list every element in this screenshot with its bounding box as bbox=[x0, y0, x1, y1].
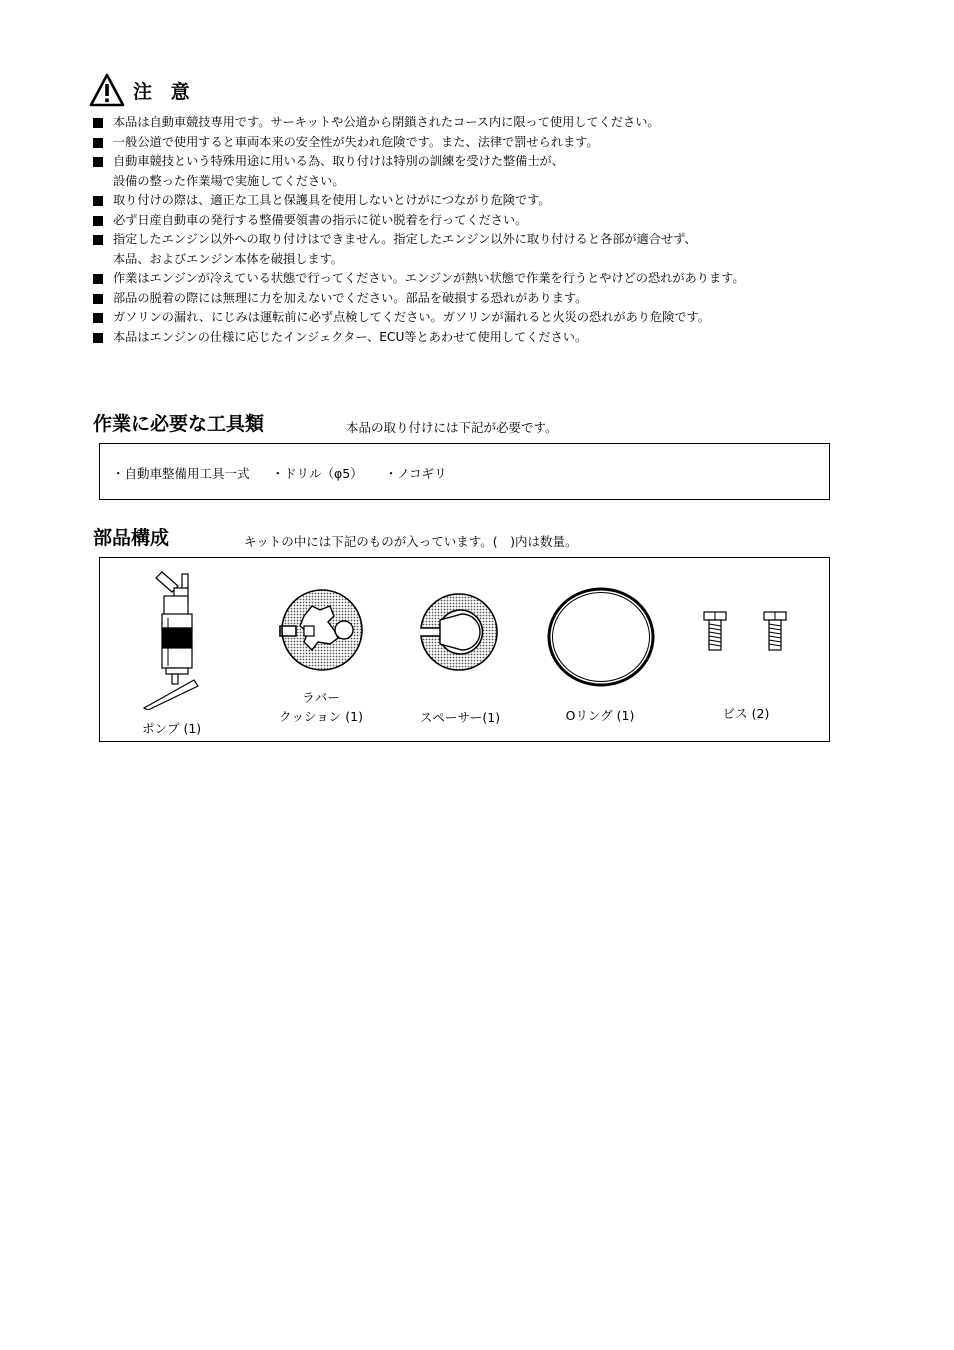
caution-item bbox=[93, 328, 853, 348]
square-bullet-icon bbox=[93, 274, 103, 284]
part-label-pump: ポンプ (1) bbox=[142, 721, 202, 736]
caution-item-text: 取り付けの際は、適正な工具と保護具を使用しないとけがにつながり危険です。 bbox=[113, 193, 551, 207]
caution-item bbox=[93, 269, 853, 289]
tool-item: ・ドリル（φ5） bbox=[271, 466, 363, 481]
caution-item-text: 部品の脱着の際には無理に力を加えないでください。部品を破損する恐れがあります。 bbox=[113, 290, 588, 305]
square-bullet-icon bbox=[93, 157, 103, 167]
square-bullet-icon bbox=[93, 216, 103, 226]
caution-item-text: ガソリンの漏れ、にじみは運転前に必ず点検してください。ガソリンが漏れると火災の恐れがあり危険です。 bbox=[113, 310, 710, 324]
parts-box bbox=[99, 557, 830, 742]
caution-item-text: 本品、およびエンジン本体を破損します。 bbox=[113, 251, 343, 266]
rubber-cushion-icon bbox=[278, 586, 366, 676]
square-bullet-icon bbox=[93, 294, 103, 304]
caution-item bbox=[93, 230, 853, 269]
tool-item: ・ノコギリ bbox=[384, 466, 447, 481]
part-label-spacer: スペーサー(1) bbox=[419, 710, 501, 725]
tools-items bbox=[112, 464, 469, 482]
caution-item-text: 指定したエンジン以外への取り付けはできません。指定したエンジン以外に取り付けると各部が適合せず、 bbox=[113, 232, 697, 246]
part-label-screw: ビス (2) bbox=[722, 706, 770, 721]
caution-item-text: 必ず日産自動車の発行する整備要領書の指示に従い脱着を行ってください。 bbox=[113, 212, 528, 227]
caution-item bbox=[93, 113, 853, 133]
part-label-oring: Oリング (1) bbox=[565, 708, 635, 723]
caution-item bbox=[93, 308, 853, 328]
part-label-cushion: ラバー クッション (1) bbox=[279, 690, 363, 724]
square-bullet-icon bbox=[93, 196, 103, 206]
parts-note: キットの中には下記のものが入っています。( )内は数量。 bbox=[244, 534, 578, 549]
caution-title: 注 意 bbox=[133, 80, 196, 103]
square-bullet-icon bbox=[93, 235, 103, 245]
caution-item bbox=[93, 211, 853, 231]
caution-list bbox=[93, 113, 853, 347]
caution-item-text: 作業はエンジンが冷えている状態で行ってください。エンジンが熱い状態で作業を行うとやけどの恐れがあります。 bbox=[113, 271, 745, 285]
caution-header bbox=[89, 72, 196, 108]
caution-item bbox=[93, 289, 853, 309]
square-bullet-icon bbox=[93, 333, 103, 343]
parts-title: 部品構成 bbox=[93, 527, 170, 549]
caution-item-text: 本品はエンジンの仕様に応じたインジェクター、ECU等とあわせて使用してください。 bbox=[113, 329, 588, 344]
caution-item bbox=[93, 152, 853, 191]
warning-triangle-icon bbox=[89, 73, 125, 107]
o-ring-icon bbox=[546, 586, 656, 688]
caution-item-text: 自動車競技という特殊用途に用いる為、取り付けは特別の訓練を受けた整備士が、 bbox=[113, 154, 564, 168]
square-bullet-icon bbox=[93, 313, 103, 323]
square-bullet-icon bbox=[93, 138, 103, 148]
caution-item bbox=[93, 191, 853, 211]
square-bullet-icon bbox=[93, 118, 103, 128]
tool-item: ・自動車整備用工具一式 bbox=[112, 466, 250, 481]
tools-note: 本品の取り付けには下記が必要です。 bbox=[346, 420, 558, 435]
screw-icon bbox=[702, 610, 792, 652]
caution-item-text: 本品は自動車競技専用です。サーキットや公道から閉鎖されたコース内に限って使用してください。 bbox=[113, 115, 660, 129]
fuel-pump-icon bbox=[138, 570, 202, 710]
tools-title: 作業に必要な工具類 bbox=[93, 413, 265, 435]
spacer-icon bbox=[416, 590, 502, 676]
caution-item-text: 一般公道で使用すると車両本来の安全性が失われ危険です。また、法律で罰せられます。 bbox=[113, 134, 599, 149]
caution-item-text: 設備の整った作業場で実施してください。 bbox=[113, 173, 345, 188]
tools-box bbox=[99, 443, 830, 500]
caution-item bbox=[93, 133, 853, 153]
